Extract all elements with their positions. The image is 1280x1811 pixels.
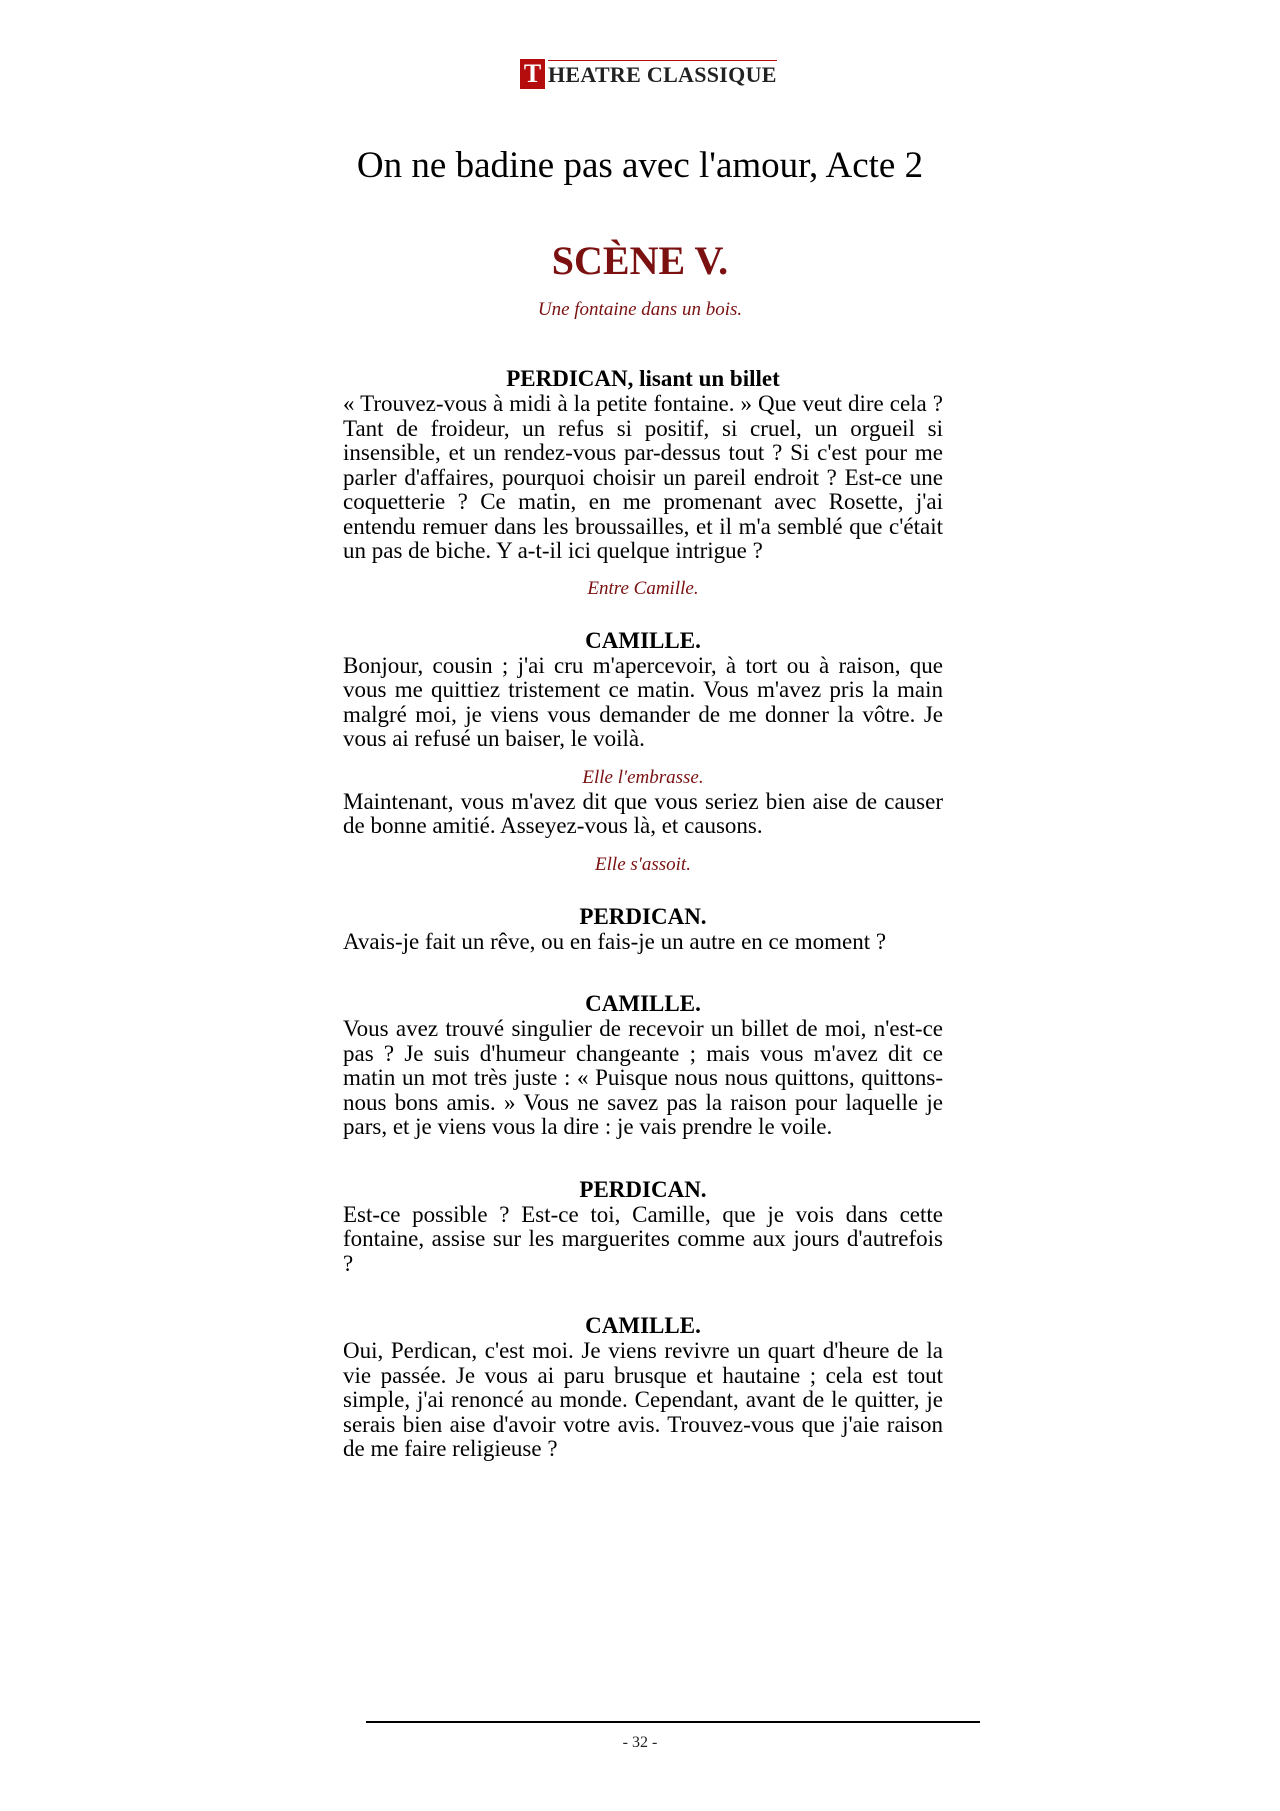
play-title: On ne badine pas avec l'amour, Acte 2 xyxy=(356,145,924,186)
speech-text: Oui, Perdican, c'est moi. Je viens revivre un quart d'heure de la vie passée. Je vous ai paru brusque et hautaine ; cela est tout simple, j'ai renoncé au monde. Cependant, avant de le quitter, je serais bien aise d'avoir votre avis. Trouvez-vous que j'aie raison de me faire religieuse ? xyxy=(343,1338,943,1461)
publisher-logo xyxy=(520,58,777,90)
stage-direction: Elle s'assoit. xyxy=(595,853,691,875)
speaker-name: PERDICAN. xyxy=(579,1176,707,1202)
stage-direction: Elle l'embrasse. xyxy=(582,766,704,788)
scene-setting: Une fontaine dans un bois. xyxy=(537,299,743,320)
scene-title: SCÈNE V. xyxy=(551,238,729,283)
dialogue-block xyxy=(343,1176,943,1277)
logo-text: HEATRE CLASSIQUE xyxy=(548,62,777,87)
speech-text: Est-ce possible ? Est-ce toi, Camille, que je vois dans cette fontaine, assise sur les marguerites comme aux jours d'autrefois ? xyxy=(343,1201,943,1276)
dialogue-block xyxy=(343,365,943,601)
scene-text xyxy=(343,365,943,1462)
speaker-name: PERDICAN. xyxy=(579,903,707,929)
speaker-name: CAMILLE. xyxy=(585,991,701,1016)
speech-text: Bonjour, cousin ; j'ai cru m'apercevoir, à tort ou à raison, que vous me quittiez tristement ce matin. Vous m'avez pris la main malgré moi, je viens vous demander de me donner la vôtre. Je vous ai refusé un baiser, le voilà. xyxy=(343,652,943,751)
speech-text: Vous avez trouvé singulier de recevoir un billet de moi, n'est-ce pas ? Je suis d'humeur changeante ; mais vous m'avez dit ce matin un mot très juste : « Puisque nous nous quittons, quittons-nous bons amis. » Vous ne savez pas la raison pour laquelle je pars, et je viens vous la dire : je vais prendre le voile. xyxy=(343,1016,943,1139)
dialogue-block xyxy=(343,627,943,877)
speech-text: « Trouvez-vous à midi à la petite fontaine. » Que veut dire cela ? Tant de froideur, un refus si positif, si cruel, un orgueil si insensible, et un rendez-vous par-dessus tout ? Si c'est pour me parler d'affaires, pourquoi choisir un pareil endroit ? Est-ce une coquetterie ? Ce matin, en me promenant avec Rosette, j'ai entendu remuer dans les broussailles, et il m'a semblé que c'était un pas de biche. Y a-t-il ici quelque intrigue ? xyxy=(343,391,943,563)
dialogue-block xyxy=(343,1312,943,1462)
speech-text: Maintenant, vous m'avez dit que vous seriez bien aise de causer de bonne amitié. Asseyez-vous là, et causons. xyxy=(343,788,943,838)
speech-text: Avais-je fait un rêve, ou en fais-je un autre en ce moment ? xyxy=(343,928,887,954)
speaker-name: PERDICAN, lisant un billet xyxy=(506,366,780,391)
page-number: - 32 - xyxy=(622,1734,658,1751)
footer-divider xyxy=(366,1721,980,1723)
dialogue-block xyxy=(343,903,943,955)
logo-letter: T xyxy=(520,59,545,89)
stage-direction: Entre Camille. xyxy=(587,577,699,599)
dialogue-block xyxy=(343,990,943,1140)
speaker-name: CAMILLE. xyxy=(585,1313,701,1338)
speaker-name: CAMILLE. xyxy=(585,627,701,653)
